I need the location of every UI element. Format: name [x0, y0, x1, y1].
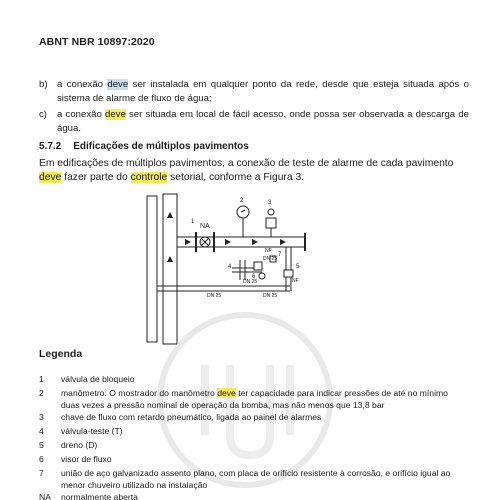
text-run: ser situada em local de fácil acesso, onde possa ser observada a descarga de água. — [57, 109, 469, 134]
legend-number: 1 — [39, 374, 44, 384]
callout-2: 2 — [240, 198, 244, 204]
label-nf-1: NF — [265, 248, 272, 254]
text-run: ser instalada em qualquer ponto da rede, desde que esteja situada após o sistema de alarme de fluxo de água; — [57, 79, 469, 104]
highlight-deve: deve — [107, 79, 129, 90]
label-dn25: DN 25 — [243, 279, 258, 285]
flow-switch-icon — [266, 209, 276, 237]
flow-arrow-icon — [167, 212, 173, 218]
callout-1: 1 — [191, 219, 195, 225]
legend-number: NA — [39, 492, 51, 500]
legend-text — [61, 388, 466, 411]
highlight-deve: deve — [217, 388, 236, 398]
section-heading — [39, 141, 249, 152]
legend-number: 6 — [39, 454, 44, 464]
list-item-label: b) — [39, 79, 48, 90]
text-run: Em edificações de múltiplos pavimentos, a conexão de teste de alarme de cada pavimento — [39, 158, 454, 169]
text-run: fazer parte do — [61, 172, 131, 183]
flow-arrow-icon — [280, 239, 286, 245]
section-number: 5.7.2 — [39, 141, 62, 152]
label-nf-2: NF — [292, 278, 299, 284]
label-na: NA — [200, 223, 210, 230]
legend-text: válvula de bloqueio — [61, 374, 135, 384]
callout-6: 6 — [252, 274, 256, 280]
highlight-controle: controle — [130, 172, 168, 183]
list-item-text — [57, 78, 469, 105]
figure-piping-diagram — [0, 190, 500, 345]
legend-number: 3 — [39, 412, 44, 422]
legend-text: visor de fluxo — [61, 454, 112, 464]
callout-4: 4 — [228, 264, 232, 270]
legend-number: 5 — [39, 440, 44, 450]
flow-arrow-icon — [185, 239, 191, 245]
body-paragraph — [39, 157, 469, 185]
legend-text: dreno (D) — [61, 440, 98, 450]
label-dn25: DN 25 — [263, 293, 278, 299]
list-item-text — [57, 108, 469, 135]
flow-arrow-icon — [252, 239, 258, 245]
legend-title: Legenda — [39, 348, 83, 360]
callout-5: 5 — [296, 264, 300, 270]
manometer-icon — [237, 206, 249, 237]
flow-arrow-icon — [167, 256, 173, 262]
text-run: ter capacidade para indicar pressões de até no mínimo duas vezes a pressão nominal de operação da bomba, mas não menos que 13,8 bar — [61, 388, 448, 410]
legend-text: união de aço galvanizado assento plano, com placa de orifício resistente à corrosão, e orifício igual ao menor chuveiro utilizado na instalação — [61, 468, 451, 490]
label-dn25: DN 25 — [263, 256, 278, 262]
highlight-deve: deve — [104, 109, 126, 120]
label-dn25: DN 25 — [207, 293, 222, 299]
legend-number: 2 — [39, 388, 44, 398]
flow-arrow-icon — [225, 239, 231, 245]
callout-7: 7 — [278, 252, 282, 258]
legend-text: chave de fluxo com retardo pneumático, ligada ao painel de alarmes — [61, 412, 322, 422]
valve-1-icon — [200, 237, 210, 247]
legend-number: 4 — [39, 426, 44, 436]
text-run: setorial, conforme a Figura 3. — [167, 172, 305, 183]
callout-3: 3 — [268, 200, 272, 206]
legend-number: 7 — [39, 468, 44, 478]
highlight-deve: deve — [39, 172, 62, 183]
text-run: a conexão — [57, 109, 105, 120]
text-run: manômetro: O mostrador do manômetro — [61, 388, 218, 398]
legend-text: normalmente aberta — [61, 492, 138, 500]
riser-pipe-left — [147, 196, 157, 342]
standard-header: ABNT NBR 10897:2020 — [39, 36, 155, 48]
section-title: Edificações de múltiplos pavimentos — [73, 141, 249, 152]
list-item-label: c) — [39, 109, 47, 120]
sight-glass-icon — [259, 273, 265, 279]
test-valve-icon — [254, 262, 262, 270]
legend-text: válvula-teste (T) — [61, 426, 123, 436]
drain-valve-icon — [284, 270, 293, 277]
text-run: a conexão — [57, 79, 108, 90]
